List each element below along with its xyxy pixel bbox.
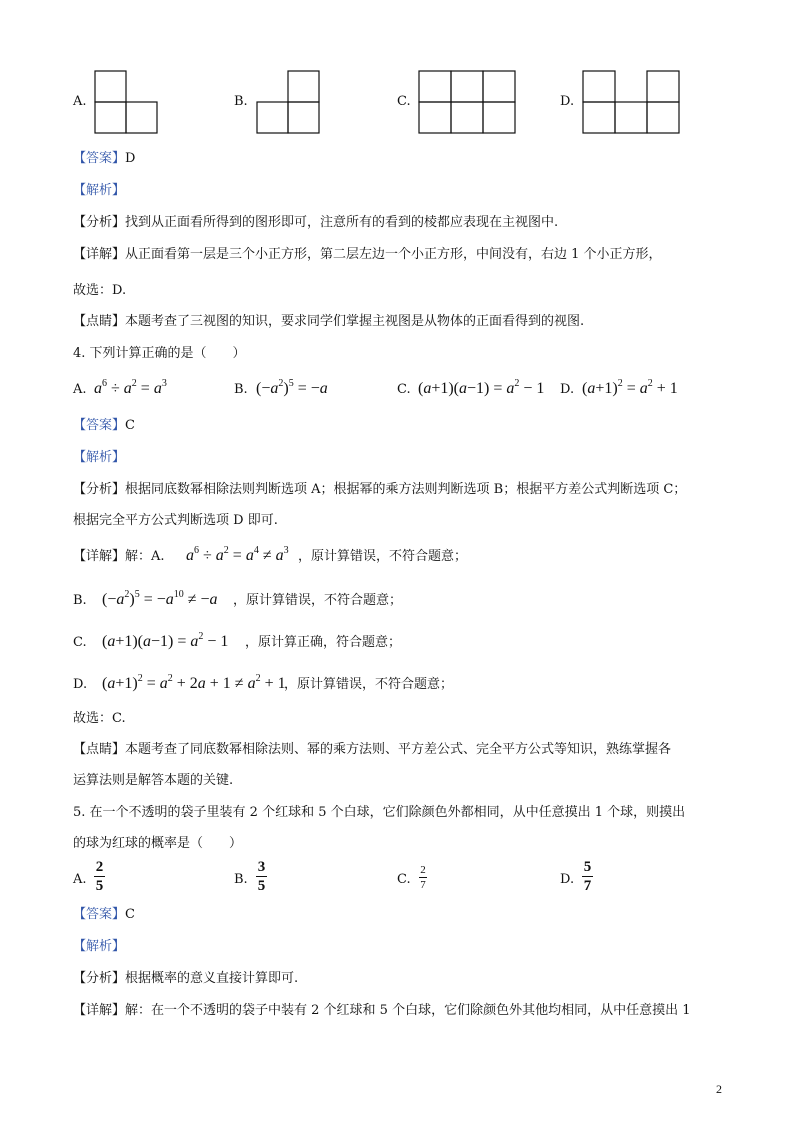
- q3-dianjing: 本题考查了三视图的知识，要求同学们掌握主视图是从物体的正面看得到的视图.: [125, 314, 585, 329]
- q4-line-d-label: D.: [73, 677, 88, 692]
- q3-option-a-figure: [94, 70, 160, 134]
- dianjing-tag: 【点睛】: [73, 742, 126, 757]
- q3-option-d-figure: [582, 70, 680, 134]
- fenxi-tag: 【分析】: [73, 482, 126, 497]
- q4-answer-line: [73, 417, 135, 435]
- q3-answer-line: [73, 150, 135, 168]
- q4-option-b-formula: $(-a^2)^5 = -a$: [256, 378, 328, 397]
- answer-tag: 【答案】: [73, 418, 126, 433]
- q3-option-d-label: D.: [560, 94, 575, 109]
- denominator: 7: [583, 878, 592, 894]
- q5-answer-line: [73, 906, 135, 924]
- numerator: 3: [257, 859, 266, 875]
- q5-stem-line2: 的球为红球的概率是（ ）: [73, 836, 243, 851]
- q4-line-d-tail: ，原计算错误，不符合题意；: [284, 677, 454, 692]
- q5-option-c-label: C.: [397, 872, 411, 887]
- q4-option-b-label: B.: [234, 382, 248, 397]
- q3-option-c-label: C.: [397, 94, 411, 109]
- q4-fenxi-line2: 根据完全平方公式判断选项 D 即可.: [73, 513, 278, 528]
- q5-option-d-label: D.: [560, 872, 575, 887]
- q5-answer: C: [125, 907, 135, 922]
- q4-conclusion: 故选：C.: [73, 711, 126, 726]
- q4-stem: 4. 下列计算正确的是（ ）: [73, 346, 246, 361]
- q4-xiangjie-line: [73, 548, 165, 566]
- q4-dianjing-1: 本题考查了同底数幂相除法则、幂的乘方法则、平方差公式、完全平方公式等知识，熟练掌握各: [125, 742, 672, 757]
- q4-analysis-tag: 【解析】: [73, 450, 126, 465]
- denominator: 5: [95, 878, 104, 894]
- denominator: 7: [420, 879, 426, 891]
- q4-line-a-tail: ，原计算错误，不符合题意；: [298, 549, 468, 564]
- q3-option-b-figure: [256, 70, 322, 134]
- q4-fenxi-line1: [73, 481, 686, 499]
- q4-line-c-formula: $(a+1)(a-1) = a^2 - 1$: [102, 631, 229, 650]
- q4-option-a-formula: $a^6 \div a^2 = a^3$: [94, 378, 167, 397]
- q3-fenxi: 找到从正面看所得到的图形即可，注意所有的看到的棱都应表现在主视图中.: [125, 215, 559, 230]
- q4-line-c-tail: ，原计算正确，符合题意；: [245, 635, 402, 650]
- q3-conclusion: 故选：D.: [73, 283, 127, 298]
- q3-option-a-label: A.: [73, 94, 87, 109]
- q4-option-d-label: D.: [560, 382, 575, 397]
- q4-option-c-formula: $(a+1)(a-1) = a^2 - 1$: [418, 378, 545, 397]
- dianjing-tag: 【点睛】: [73, 314, 126, 329]
- xiangjie-tag: 【详解】: [73, 247, 126, 262]
- q4-option-a-label: A.: [73, 382, 87, 397]
- q5-option-a-label: A.: [73, 872, 87, 887]
- q3-fenxi-line: [73, 214, 558, 232]
- q4-dianjing-line1: [73, 741, 671, 759]
- q4-fenxi-1: 根据同底数幂相除法则判断选项 A；根据幂的乘方法则判断选项 B；根据平方差公式判断选项 C；: [125, 482, 687, 497]
- page-number: 2: [716, 1082, 722, 1096]
- q5-fenxi: 根据概率的意义直接计算即可.: [125, 971, 299, 986]
- q5-analysis-tag: 【解析】: [73, 939, 126, 954]
- numerator: 2: [420, 864, 426, 876]
- q4-dianjing-line2: 运算法则是解答本题的关键.: [73, 773, 234, 788]
- q3-option-b-label: B.: [234, 94, 248, 109]
- q3-xiangjie: 从正面看第一层是三个小正方形，第二层左边一个小正方形，中间没有，右边 1 个小正方形，: [125, 247, 662, 262]
- q4-line-c-label: C.: [73, 635, 87, 650]
- q4-line-b-tail: ，原计算错误，不符合题意；: [233, 593, 403, 608]
- q4-line-d-formula: $(a+1)^2 = a^2 + 2a + 1 \ne a^2 + 1$: [102, 673, 286, 692]
- q4-line-b-label: B.: [73, 593, 87, 608]
- q4-option-d-formula: $(a+1)^2 = a^2 + 1$: [582, 378, 678, 397]
- numerator: 2: [95, 859, 104, 875]
- q4-line-b-formula: $(-a^2)^5 = -a^{10} \ne -a$: [102, 589, 218, 608]
- q4-option-c-label: C.: [397, 382, 411, 397]
- q5-option-b-label: B.: [234, 872, 248, 887]
- xiangjie-tag: 【详解】: [73, 549, 126, 564]
- fenxi-tag: 【分析】: [73, 971, 126, 986]
- q5-xiangjie: 解：在一个不透明的袋子中装有 2 个红球和 5 个白球，它们除颜色外其他均相同，从中任意摸出 1: [125, 1003, 691, 1018]
- q3-xiangjie-line: [73, 246, 662, 264]
- q3-answer: D: [125, 151, 136, 166]
- answer-tag: 【答案】: [73, 151, 126, 166]
- q3-dianjing-line: [73, 313, 584, 331]
- denominator: 5: [257, 878, 266, 894]
- q3-option-c-figure: [418, 70, 516, 134]
- answer-tag: 【答案】: [73, 907, 126, 922]
- xiangjie-tag: 【详解】: [73, 1003, 126, 1018]
- q5-option-a-fraction: [94, 859, 105, 894]
- q5-stem-line1: 5. 在一个不透明的袋子里装有 2 个红球和 5 个白球，它们除颜色外都相同，从中任意摸出 1 个球，则摸出: [73, 805, 686, 820]
- fenxi-tag: 【分析】: [73, 215, 126, 230]
- q4-line-a-formula: $a^6 \div a^2 = a^4 \ne a^3$: [186, 545, 289, 564]
- q4-answer: C: [125, 418, 135, 433]
- numerator: 5: [583, 859, 592, 875]
- q5-option-c-fraction: [419, 864, 427, 891]
- q5-xiangjie-line: [73, 1002, 691, 1020]
- q4-xiangjie-prefix: 解：A.: [125, 549, 165, 564]
- q5-option-b-fraction: [256, 859, 267, 894]
- q5-fenxi-line: [73, 970, 298, 988]
- q3-analysis-tag: 【解析】: [73, 183, 126, 198]
- q5-option-d-fraction: [582, 859, 593, 894]
